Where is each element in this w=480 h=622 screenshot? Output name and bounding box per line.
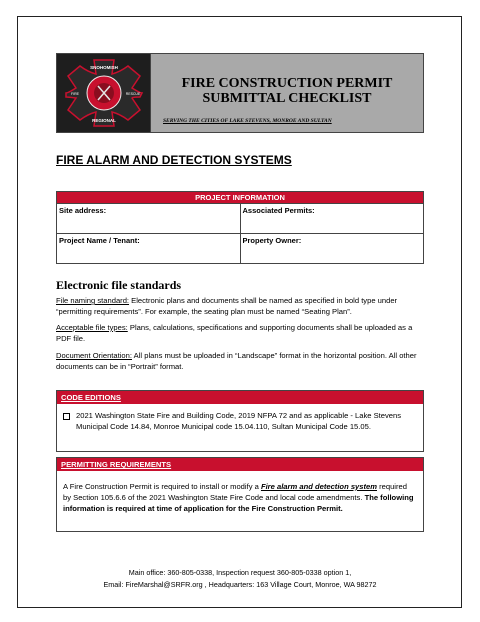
code-editions-box <box>56 390 424 452</box>
document-header <box>56 53 424 133</box>
project-information-table <box>56 191 424 264</box>
logo-right-text: RESCUE <box>125 92 140 96</box>
required-information-note: The following information is required at time of application for the Fire Construction Permit. <box>63 493 414 513</box>
footer-line-2: Email: FireMarshal@SRFR.org , Headquarters: 163 Village Court, Monroe, WA 98272 <box>103 580 377 589</box>
permitting-requirements-box <box>56 457 424 532</box>
code-editions-text: 2021 Washington State Fire and Building Code, 2019 NFPA 72 and as applicable - Lake Stevens Municipal Code 14.84, Monroe Municipal code 15.04.110, Sultan Municipal Code 15.05. <box>76 411 402 431</box>
fire-alarm-system-emphasis: Fire alarm and detection system <box>260 482 377 491</box>
title-line-2: SUBMITTAL CHECKLIST <box>202 91 372 106</box>
file-types-label: Acceptable file types: <box>56 323 128 332</box>
permitting-requirements-text: A Fire Construction Permit is required to install or modify a Fire alarm and detection system required by Section 105.6.6 of the 2021 Washington State Fire Code and local code amendments. The following information is required at time of application for the Fire Construction Permit. <box>63 482 414 513</box>
maltese-cross-icon <box>62 56 146 130</box>
associated-permits-field[interactable]: Associated Permits: <box>240 204 424 234</box>
footer-line-1: Main office: 360-805-0338, Inspection request 360-805-0338 option 1, <box>128 568 352 577</box>
code-editions-checkbox[interactable] <box>63 413 70 420</box>
property-owner-field[interactable]: Property Owner: <box>240 234 424 264</box>
fire-department-logo <box>57 54 150 132</box>
orientation-text: All plans must be uploaded in “Landscape” format in the horizontal position. All other documents can be in “Portrait” format. <box>56 351 417 371</box>
project-name-field[interactable]: Project Name / Tenant: <box>57 234 241 264</box>
site-address-field[interactable]: Site address: <box>57 204 241 234</box>
orientation-paragraph <box>56 350 428 372</box>
file-types-paragraph <box>56 322 428 344</box>
logo-top-text: SNOHOMISH <box>89 65 118 70</box>
permitting-requirements-header: PERMITTING REQUIREMENTS <box>57 458 423 471</box>
orientation-label: Document Orientation: <box>56 351 132 360</box>
document-title <box>151 76 423 106</box>
title-line-1: FIRE CONSTRUCTION PERMIT <box>181 76 393 91</box>
project-information-header: PROJECT INFORMATION <box>57 192 424 204</box>
logo-bottom-text: REGIONAL <box>91 118 116 123</box>
file-naming-paragraph <box>56 295 428 317</box>
code-editions-header: CODE EDITIONS <box>57 391 423 404</box>
logo-left-text: FIRE <box>70 92 79 96</box>
file-naming-text: Electronic plans and documents shall be named as specified in bold type under “permitting requirements”. For example, the seating plan must be named “Seating Plan”. <box>56 296 398 316</box>
title-panel <box>150 54 423 132</box>
file-naming-label: File naming standard: <box>56 296 130 305</box>
footer-contact <box>0 567 480 591</box>
electronic-file-standards-title: Electronic file standards <box>56 278 182 292</box>
file-types-text: Plans, calculations, specifications and supporting documents shall be uploaded as a PDF file. <box>56 323 413 343</box>
serving-cities-text: SERVING THE CITIES OF LAKE STEVENS, MONROE AND SULTAN <box>163 118 332 124</box>
section-title: FIRE ALARM AND DETECTION SYSTEMS <box>56 153 292 167</box>
